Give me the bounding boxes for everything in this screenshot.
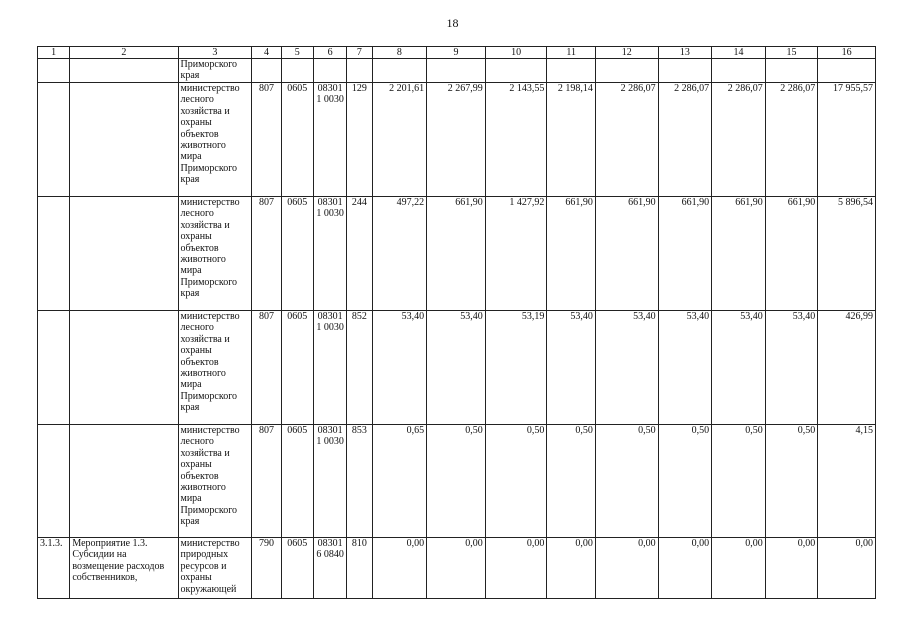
column-header: 6 [313,47,346,59]
year-value-cell: 0,00 [547,538,596,599]
budget-table [37,46,876,599]
target-article-cell: 083011 0030 [313,311,346,425]
continuation-row [38,59,876,83]
row-number-cell: 3.1.3. [38,538,70,599]
grbs-code-cell: 807 [252,83,281,197]
year-value-cell: 661,90 [595,197,658,311]
year-value-cell: 2 286,07 [595,83,658,197]
column-header: 4 [252,47,281,59]
row-number-cell [38,311,70,425]
section-code-cell: 0605 [281,311,313,425]
table-row [38,425,876,538]
table-row [38,311,876,425]
year-value-cell: 0,50 [485,425,547,538]
year-value-cell: 0,00 [712,538,766,599]
year-value-cell: 661,90 [547,197,596,311]
table-cell [70,59,178,83]
expense-type-cell: 244 [347,197,372,311]
column-header: 5 [281,47,313,59]
section-code-cell: 0605 [281,425,313,538]
target-article-cell: 083011 0030 [313,83,346,197]
measure-name-cell [70,83,178,197]
column-header: 3 [178,47,252,59]
year-value-cell: 0,00 [595,538,658,599]
column-header: 15 [765,47,818,59]
year-value-cell: 661,90 [712,197,766,311]
table-cell [313,59,346,83]
year-value-cell: 0,50 [427,425,486,538]
table-cell [347,59,372,83]
year-value-cell: 2 143,55 [485,83,547,197]
table-cell [547,59,596,83]
expense-type-cell: 129 [347,83,372,197]
row-number-cell [38,197,70,311]
year-value-cell: 661,90 [658,197,712,311]
year-value-cell: 53,40 [595,311,658,425]
responsible-executor-cell: министерство природных ресурсов и охраны окружающей [178,538,252,599]
year-value-cell: 0,00 [765,538,818,599]
year-value-cell: 0,50 [595,425,658,538]
year-value-cell: 661,90 [765,197,818,311]
grbs-code-cell: 807 [252,311,281,425]
table-row [38,83,876,197]
column-header: 7 [347,47,372,59]
year-value-cell: 0,50 [658,425,712,538]
year-value-cell: 53,40 [765,311,818,425]
table-cell [818,59,876,83]
grbs-code-cell: 807 [252,197,281,311]
year-value-cell: 53,19 [485,311,547,425]
target-article-cell: 083016 0840 [313,538,346,599]
year-value-cell: 2 201,61 [372,83,427,197]
table-row [38,538,876,599]
grbs-code-cell: 790 [252,538,281,599]
expense-type-cell: 852 [347,311,372,425]
year-value-cell: 0,50 [712,425,766,538]
table-cell [765,59,818,83]
responsible-executor-cell: министерство лесного хозяйства и охраны объектов животного мира Приморского края [178,83,252,197]
grbs-code-cell: 807 [252,425,281,538]
section-code-cell: 0605 [281,83,313,197]
year-value-cell: 497,22 [372,197,427,311]
year-value-cell: 53,40 [712,311,766,425]
year-value-cell: 0,50 [547,425,596,538]
table-cell [658,59,712,83]
row-number-cell [38,83,70,197]
year-value-cell: 1 427,92 [485,197,547,311]
column-header: 9 [427,47,486,59]
table-cell [38,59,70,83]
year-value-cell: 2 286,07 [658,83,712,197]
measure-name-cell: Мероприятие 1.3. Субсидии на возмещение расходов собственников, [70,538,178,599]
total-value-cell: 426,99 [818,311,876,425]
year-value-cell: 0,50 [765,425,818,538]
column-header: 11 [547,47,596,59]
table-cell [712,59,766,83]
measure-name-cell [70,311,178,425]
table-cell [427,59,486,83]
year-value-cell: 2 267,99 [427,83,486,197]
column-header: 1 [38,47,70,59]
measure-name-cell [70,425,178,538]
column-header: 2 [70,47,178,59]
page-number: 18 [446,16,459,30]
column-header: 14 [712,47,766,59]
table-cell [595,59,658,83]
expense-type-cell: 810 [347,538,372,599]
year-value-cell: 0,65 [372,425,427,538]
column-header: 16 [818,47,876,59]
year-value-cell: 0,00 [372,538,427,599]
table-cell [372,59,427,83]
year-value-cell: 0,00 [658,538,712,599]
year-value-cell: 2 198,14 [547,83,596,197]
column-header: 12 [595,47,658,59]
total-value-cell: 4,15 [818,425,876,538]
year-value-cell: 0,00 [485,538,547,599]
table-row [38,197,876,311]
measure-name-cell [70,197,178,311]
responsible-executor-cell: Приморского края [178,59,252,83]
total-value-cell: 0,00 [818,538,876,599]
year-value-cell: 0,00 [427,538,486,599]
total-value-cell: 17 955,57 [818,83,876,197]
target-article-cell: 083011 0030 [313,425,346,538]
column-header: 13 [658,47,712,59]
year-value-cell: 2 286,07 [765,83,818,197]
table-cell [281,59,313,83]
column-header: 8 [372,47,427,59]
year-value-cell: 53,40 [658,311,712,425]
section-code-cell: 0605 [281,197,313,311]
year-value-cell: 2 286,07 [712,83,766,197]
row-number-cell [38,425,70,538]
responsible-executor-cell: министерство лесного хозяйства и охраны объектов животного мира Приморского края [178,425,252,538]
expense-type-cell: 853 [347,425,372,538]
year-value-cell: 53,40 [372,311,427,425]
target-article-cell: 083011 0030 [313,197,346,311]
table-cell [485,59,547,83]
year-value-cell: 53,40 [427,311,486,425]
responsible-executor-cell: министерство лесного хозяйства и охраны объектов животного мира Приморского края [178,311,252,425]
table-cell [252,59,281,83]
year-value-cell: 53,40 [547,311,596,425]
column-number-header-row [38,47,876,59]
year-value-cell: 661,90 [427,197,486,311]
column-header: 10 [485,47,547,59]
total-value-cell: 5 896,54 [818,197,876,311]
section-code-cell: 0605 [281,538,313,599]
responsible-executor-cell: министерство лесного хозяйства и охраны объектов животного мира Приморского края [178,197,252,311]
